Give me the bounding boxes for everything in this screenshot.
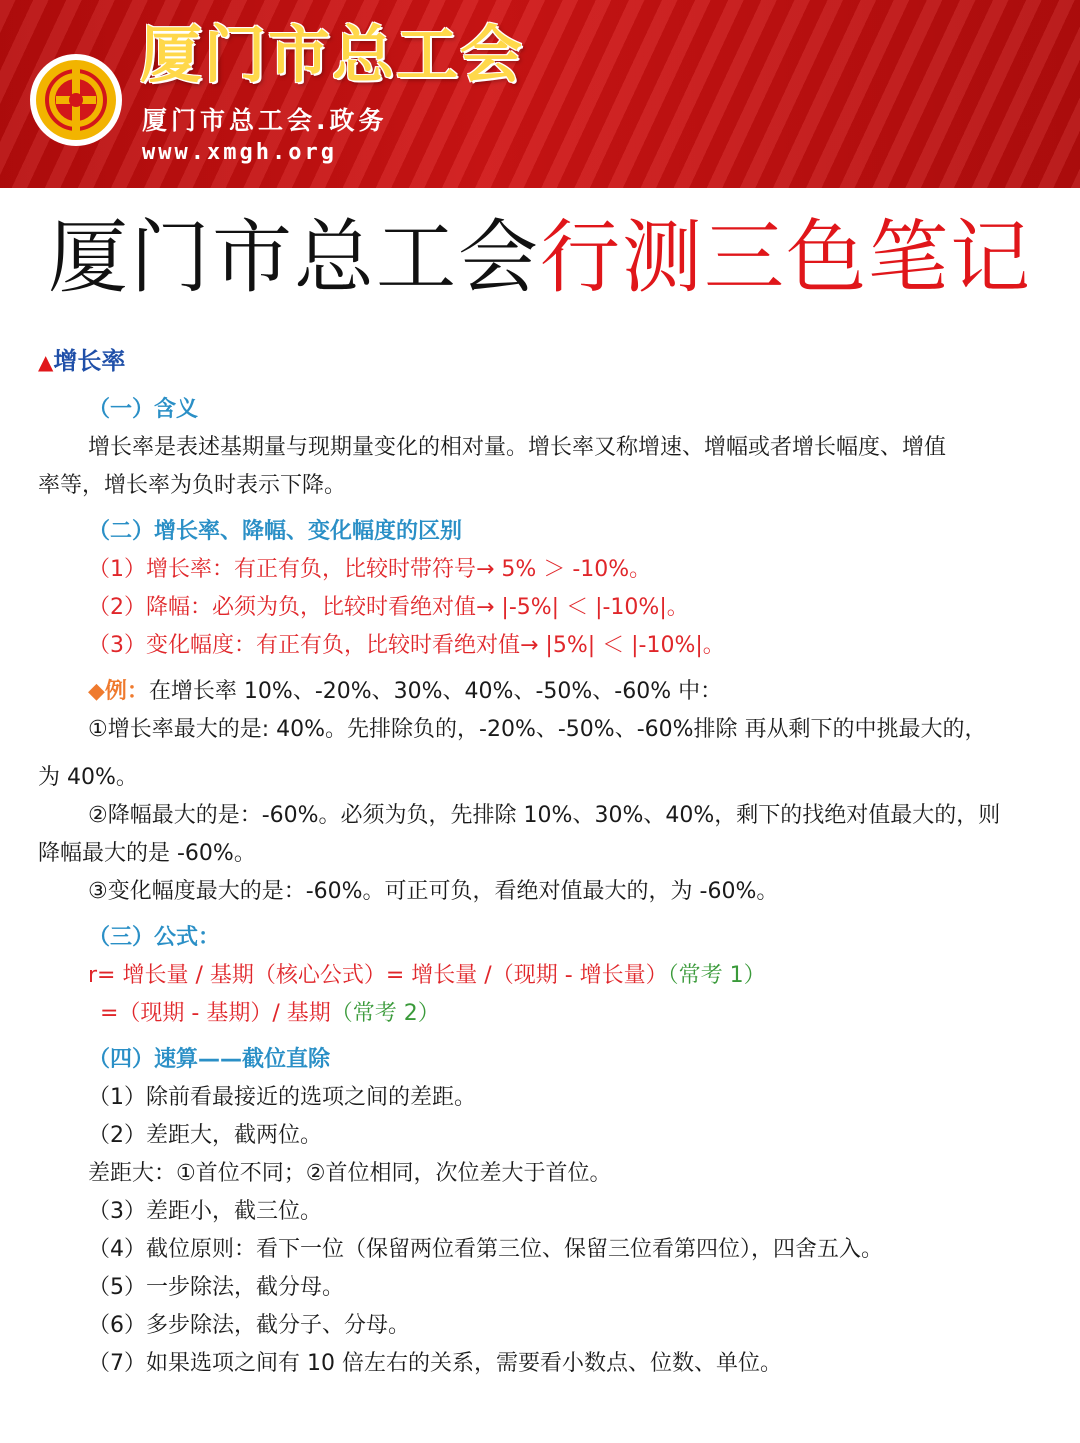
part2-heading: （二）增长率、降幅、变化幅度的区别 xyxy=(88,519,463,544)
part1-heading: （一）含义 xyxy=(88,397,199,422)
union-logo-icon xyxy=(28,52,124,148)
example-1-line2: 为 40%。 xyxy=(38,765,138,790)
example-3: ③变化幅度最大的是：-60%。可正可负，看绝对值最大的，为 -60%。 xyxy=(88,879,779,904)
section-heading xyxy=(38,340,1048,383)
example-1-line1: ①增长率最大的是: 40%。先排除负的，-20%、-50%、-60%排除 再从剩下的中挑最大的， xyxy=(88,717,987,742)
part4-item-6: （6）多步除法，截分子、分母。 xyxy=(88,1313,410,1338)
triangle-icon: ▲ xyxy=(38,350,54,374)
banner-url[interactable]: www.xmgh.org xyxy=(142,140,337,165)
page-title-red: 行测三色笔记 xyxy=(540,211,1032,304)
part4-item-5: （5）一步除法，截分母。 xyxy=(88,1275,344,1300)
part4-item-2-note: 差距大：①首位不同；②首位相同，次位差大于首位。 xyxy=(88,1161,612,1186)
formula-2 xyxy=(38,995,1048,1033)
banner-subtitle: 厦门市总工会.政务 xyxy=(142,106,388,135)
notes-content xyxy=(38,340,1048,1383)
part4-item-4: （4）截位原则：看下一位（保留两位看第三位、保留三位看第四位），四舍五入。 xyxy=(88,1237,883,1262)
part2-item-1: （1）增长率：有正有负，比较时带符号→ 5% ＞ -10%。 xyxy=(88,557,652,582)
part2-item-2: （2）降幅：必须为负，比较时看绝对值→ |-5%| ＜ |-10%|。 xyxy=(88,595,689,620)
example-marker: ◆例： xyxy=(88,679,149,704)
formula-1-text: r= 增长量 / 基期（核心公式）= 增长量 /（现期 - 增长量） xyxy=(88,963,668,988)
formula-2-note: （常考 2） xyxy=(330,1001,440,1026)
part4-item-3: （3）差距小，截三位。 xyxy=(88,1199,322,1224)
example-text: 在增长率 10%、-20%、30%、40%、-50%、-60% 中： xyxy=(148,679,723,704)
part4-item-1: （1）除前看最接近的选项之间的差距。 xyxy=(88,1085,476,1110)
part2-item-3: （3）变化幅度：有正有负，比较时看绝对值→ |5%| ＜ |-10%|。 xyxy=(88,633,725,658)
formula-1 xyxy=(38,957,1048,995)
part4-heading: （四）速算——截位直除 xyxy=(88,1047,331,1072)
page-title-black: 厦门市总工会 xyxy=(48,211,540,304)
part4-item-7: （7）如果选项之间有 10 倍左右的关系，需要看小数点、位数、单位。 xyxy=(88,1351,782,1376)
example-2-line1: ②降幅最大的是：-60%。必须为负，先排除 10%、30%、40%，剩下的找绝对值最大的，则 xyxy=(88,803,1001,828)
example-2-line2: 降幅最大的是 -60%。 xyxy=(38,841,256,866)
section-title: 增长率 xyxy=(53,347,126,375)
example-line xyxy=(38,673,1048,711)
part1-paragraph-line1: 增长率是表述基期量与现期量变化的相对量。增长率又称增速、增幅或者增长幅度、增值 xyxy=(88,435,947,460)
header-banner xyxy=(0,0,1080,188)
page-title xyxy=(0,211,1080,304)
part4-item-2: （2）差距大，截两位。 xyxy=(88,1123,322,1148)
formula-1-note: （常考 1） xyxy=(667,963,766,988)
banner-title: 厦门市总工会 xyxy=(140,18,525,91)
part3-heading: （三）公式： xyxy=(88,925,221,950)
part1-paragraph-line2: 率等，增长率为负时表示下降。 xyxy=(38,473,347,498)
formula-2-text: =（现期 - 基期）/ 基期 xyxy=(100,1001,331,1026)
